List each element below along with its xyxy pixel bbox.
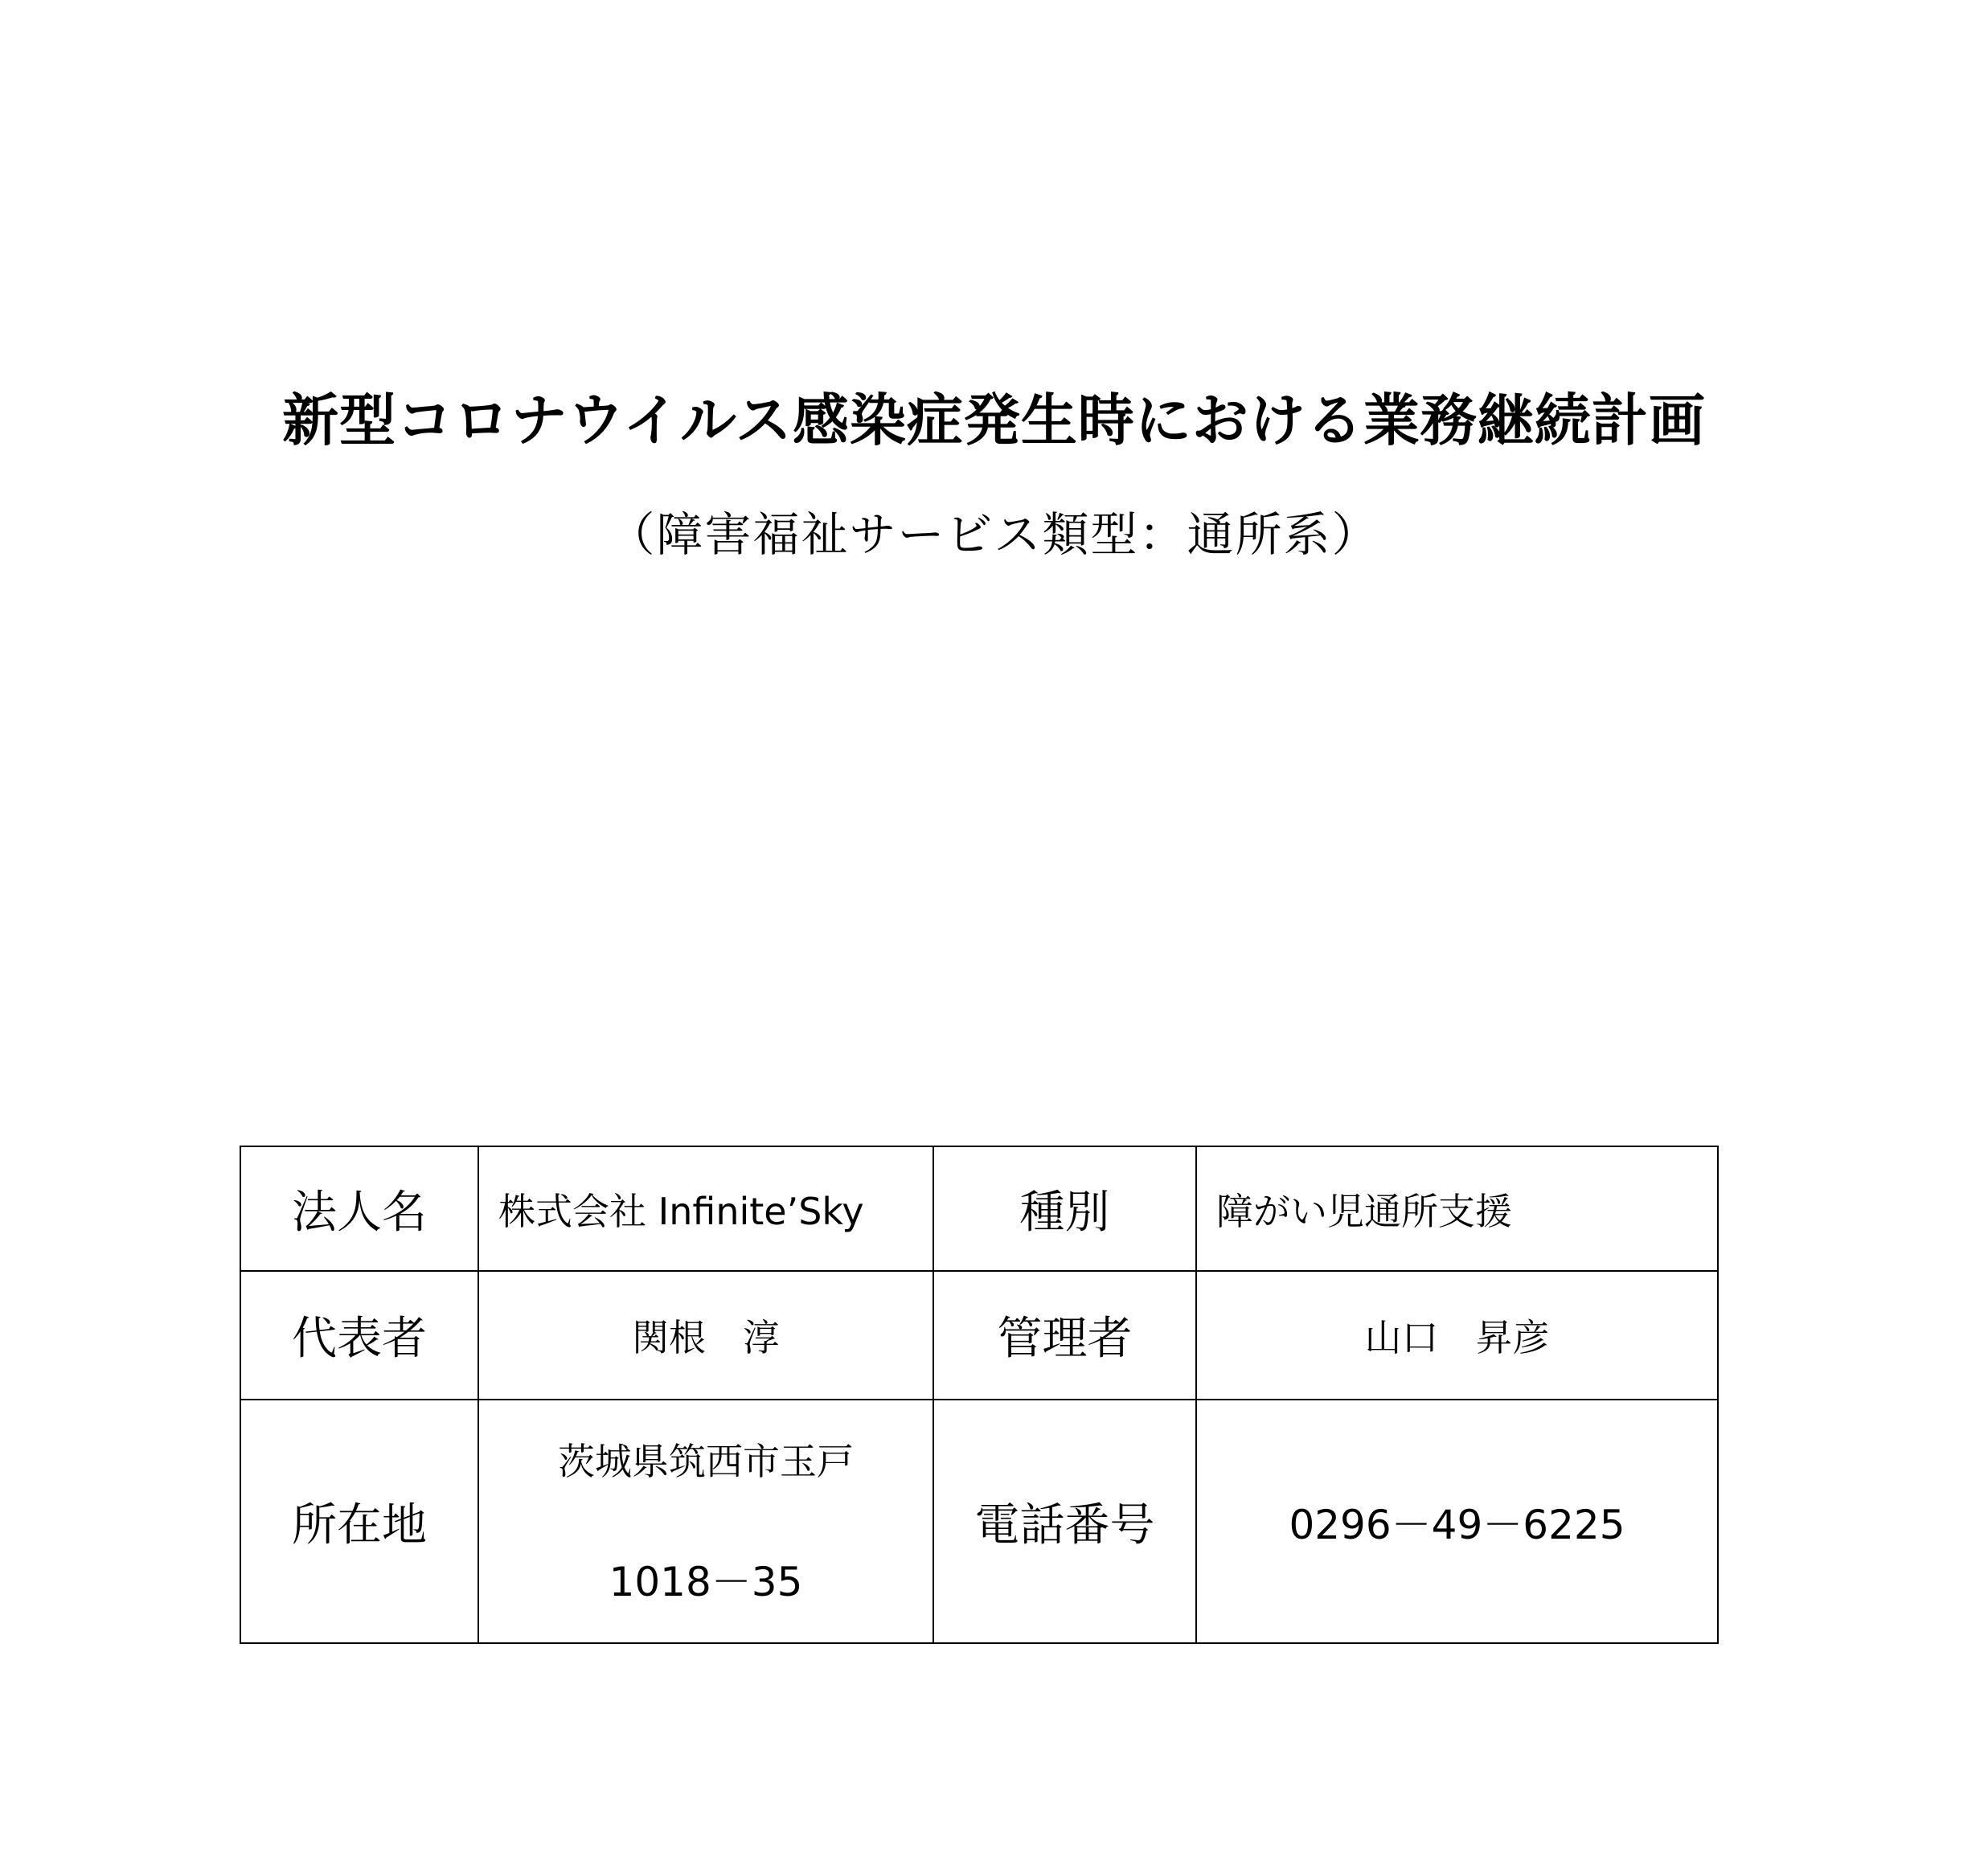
table-row — [240, 1400, 1718, 1643]
address-line-2: 1018－35 — [609, 1558, 803, 1605]
phone-value: 0296－49－6225 — [1196, 1400, 1718, 1643]
representative-value: 関根 淳 — [478, 1271, 933, 1400]
corporation-value: 株式会社 Infinite’Sky — [478, 1146, 933, 1271]
facility-info-table — [240, 1146, 1719, 1644]
manager-value: 山口 昇彦 — [1196, 1271, 1718, 1400]
document-subtitle: （障害福祉サービス類型：通所系） — [608, 507, 1380, 562]
table-row — [240, 1271, 1718, 1400]
address-spacer — [479, 1486, 933, 1558]
address-line-1: 茨城県筑西市玉戸 — [558, 1439, 854, 1483]
representative-label: 代表者 — [240, 1271, 478, 1400]
phone-label: 電話番号 — [933, 1400, 1196, 1643]
manager-label: 管理者 — [933, 1271, 1196, 1400]
document-title: 新型コロナウイルス感染症発生時における業務継続計画 — [282, 387, 1706, 453]
table-row — [240, 1146, 1718, 1271]
address-label: 所在地 — [240, 1400, 478, 1643]
address-cell — [478, 1400, 933, 1643]
type-label: 種別 — [933, 1146, 1196, 1271]
corporation-label: 法人名 — [240, 1146, 478, 1271]
type-value: 障がい児通所支援 — [1196, 1146, 1718, 1271]
